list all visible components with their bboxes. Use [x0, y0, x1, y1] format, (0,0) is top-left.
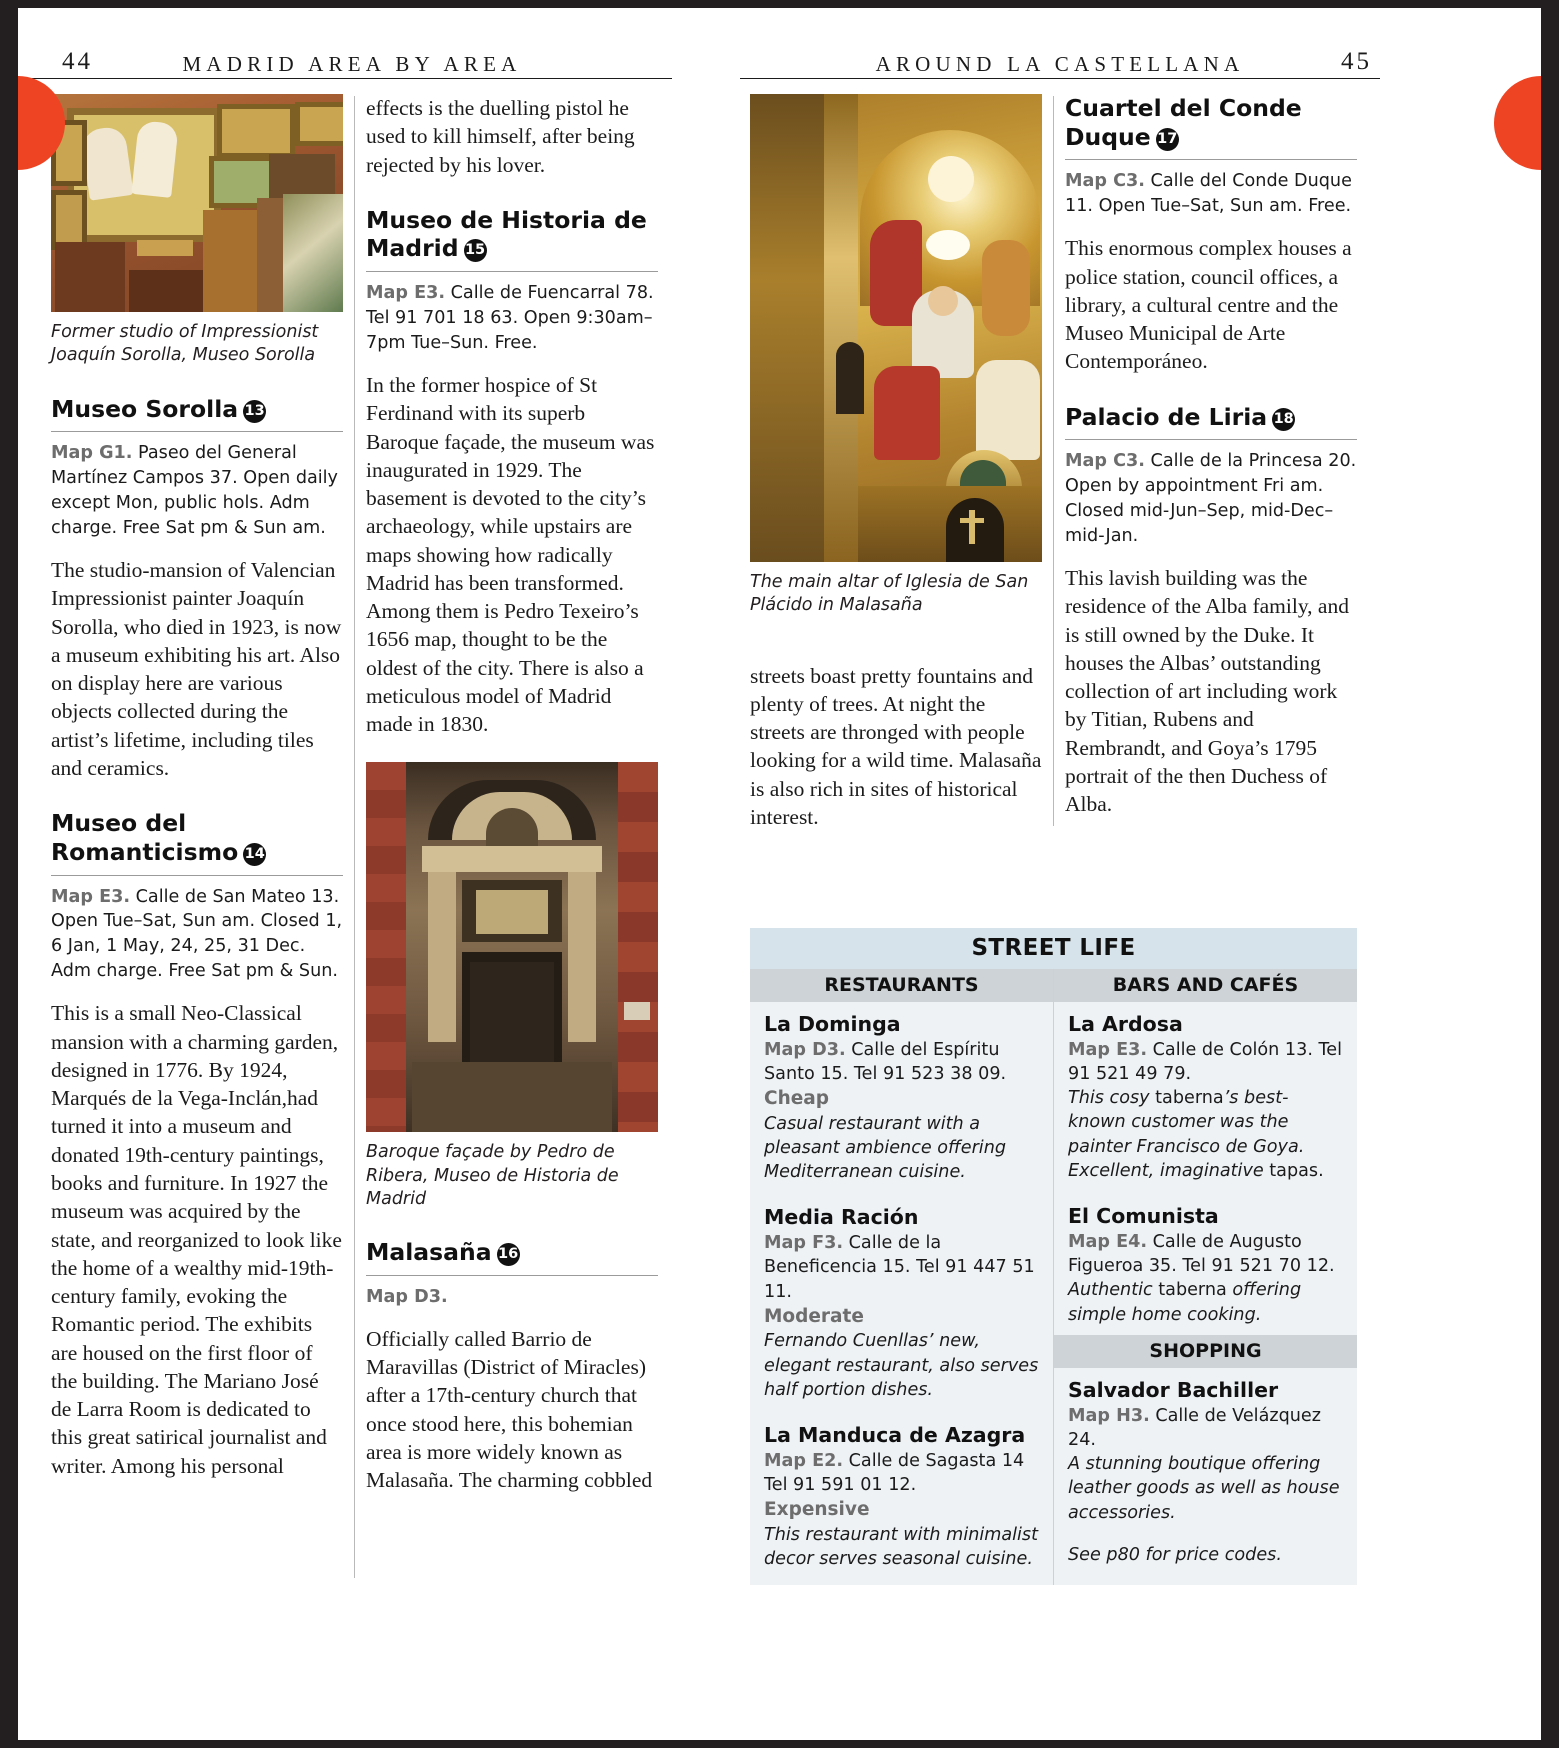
column-2: [366, 94, 658, 1494]
page-number-right: 45: [1341, 48, 1372, 75]
venue-name: Media Ración: [764, 1205, 919, 1230]
map-ref: Map C3.: [1065, 451, 1145, 472]
body-text-palacio-liria: This lavish building was the residence of the Alba family, and is still owned by the Duke. It houses the Albas’ outstanding collection of art including work by Titian, Rubens and Rembrandt, and Goya’s 1795 portrait of the then Duchess of Alba.: [1065, 566, 1349, 817]
body-text-museo-sorolla: The studio-mansion of Valencian Impressionist painter Joaquín Sorolla, who died in 1923, is now a museum exhibiting his art. Also on display here are various objects collected during the artist’s lifetime, including tiles and ceramics.: [51, 558, 342, 780]
column-divider-2: [1053, 96, 1054, 826]
map-ref: Map H3.: [1068, 1405, 1150, 1426]
street-life-panel: [750, 928, 1357, 1585]
section-title-text: Palacio de Liria: [1065, 402, 1268, 431]
section-heading-palacio-liria: [1065, 403, 1357, 432]
section-rule: [366, 1275, 658, 1276]
desc-part-3: Excellent, imaginative: [1068, 1160, 1264, 1181]
subhead-restaurants: RESTAURANTS: [750, 969, 1053, 1002]
desc-upright-1: taberna: [1158, 1280, 1227, 1301]
list-item[interactable]: [764, 1422, 1039, 1571]
sight-marker-13: 13: [243, 400, 266, 423]
practical-info-museo-historia: [366, 281, 658, 356]
practical-info-museo-romanticismo: [51, 885, 343, 985]
body-text-cuartel: This enormous complex houses a police station, council offices, a library, a cultural centre and the Museo Municipal de Arte Contemporáneo.: [1065, 236, 1352, 374]
map-ref: Map D3.: [366, 1286, 448, 1307]
venue-address: Calle de Velázquez 24.: [1068, 1405, 1321, 1450]
running-head-left: [32, 30, 672, 76]
page-tab-right-icon: [1494, 76, 1541, 170]
venue-info: [1068, 1404, 1343, 1453]
map-ref: Map F3.: [764, 1233, 844, 1254]
venue-name: La Ardosa: [1068, 1012, 1183, 1036]
venue-address: Calle de Augusto Figueroa 35. Tel 91 521 70 12.: [1068, 1231, 1335, 1277]
photo-museo-sorolla: [51, 94, 343, 312]
list-item[interactable]: [764, 1011, 1039, 1184]
sight-marker-14: 14: [243, 843, 266, 866]
map-ref: Map E3.: [366, 283, 446, 304]
sight-marker-17: 17: [1156, 128, 1179, 151]
venue-info: [764, 1449, 1039, 1498]
venue-name: El Comunista: [1068, 1204, 1219, 1229]
section-heading-museo-romanticismo: [51, 809, 343, 866]
venue-name: Salvador Bachiller: [1068, 1377, 1279, 1402]
map-ref: Map G1.: [51, 443, 133, 464]
photo-caption-altar: The main altar of Iglesia de San Plácido in Malasaña: [750, 572, 1029, 616]
restaurant-list: [750, 1002, 1053, 1585]
body-text-malasana-continued: streets boast pretty fountains and plenty of trees. At night the streets are thronged with people looking for a wild time. Malasaña is also rich in sites of historical interest.: [750, 663, 1042, 829]
panel-column-bars: [1054, 969, 1357, 1585]
practical-info-cuartel: [1065, 169, 1357, 219]
practical-rest: Calle del Conde Duque 11. Open Tue–Sat, Sun am. Free.: [1065, 171, 1352, 217]
section-title-text: Malasaña: [366, 1238, 492, 1267]
desc-upright-1: taberna: [1155, 1088, 1224, 1109]
photo-caption-baroque-facade: Baroque façade by Pedro de Ribera, Museo de Historia de Madrid: [366, 1142, 619, 1209]
column-divider-1: [354, 96, 355, 1578]
section-title-text: Museo Sorolla: [51, 394, 239, 423]
section-rule: [51, 431, 343, 432]
venue-address: Calle de Sagasta 14 Tel 91 591 01 12.: [764, 1450, 1025, 1496]
subhead-shopping: SHOPPING: [1054, 1335, 1357, 1368]
column-3: [750, 94, 1042, 831]
venue-description: Casual restaurant with a pleasant ambience offering Mediterranean cuisine.: [764, 1113, 1007, 1183]
practical-info-palacio-liria: [1065, 449, 1357, 549]
page-number-left: 44: [62, 48, 93, 75]
running-head-left-title: MADRID AREA BY AREA: [182, 52, 522, 76]
venue-info: [764, 1038, 1039, 1087]
venue-address: Calle del Espíritu Santo 15. Tel 91 523 38 09.: [764, 1039, 1007, 1084]
guidebook-spread: [18, 8, 1541, 1740]
section-title-text: Museo de Historia de Madrid: [366, 205, 647, 263]
map-ref: Map D3.: [764, 1039, 846, 1060]
map-ref: Map E2.: [764, 1450, 844, 1471]
body-text-museo-historia: In the former hospice of St Ferdinand with its superb Baroque façade, the museum was inaugurated in 1929. The basement is devoted to the city’s archaeology, while upstairs are maps showing how radically Madrid has been transformed. Among them is Pedro Texeiro’s 1656 map, thought to be the oldest of the city. There is also a meticulous model of Madrid made in 1830.: [366, 373, 655, 737]
price-category: Expensive: [764, 1499, 870, 1521]
running-head-right: [740, 30, 1380, 76]
price-codes-note: See p80 for price codes.: [1068, 1544, 1282, 1565]
body-text-museo-romanticismo: This is a small Neo-Classical mansion with a charming garden, designed in 1776. By 1924, Marqués de la Vega-Inclán,had turned it into a museum and donated 19th-century paintings, books and furniture. In 1927 the museum was acquired by the state, and reorganized to look like the home of a wealthy mid-19th-century family, evoking the Romantic period. The exhibits are housed on the first floor of the building. The Mariano José de Larra Room is dedicated to this great satirical journalist and writer. Among his personal: [51, 1001, 342, 1478]
venue-name: La Dominga: [764, 1012, 901, 1036]
section-rule: [1065, 159, 1357, 160]
practical-rest: Calle de San Mateo 13. Open Tue–Sat, Sun am. Closed 1, 6 Jan, 1 May, 24, 25, 31 Dec. Adm charge. Free Sat pm & Sun.: [51, 886, 343, 982]
practical-info-museo-sorolla: [51, 441, 343, 541]
photo-caption-sorolla: Former studio of Impressionist Joaquín Sorolla, Museo Sorolla: [51, 322, 319, 366]
practical-rest: Calle de Fuencarral 78. Tel 91 701 18 63. Open 9:30am–7pm Tue–Sun. Free.: [366, 283, 654, 354]
desc-part-1: Authentic: [1068, 1280, 1159, 1301]
price-category: Cheap: [764, 1088, 830, 1110]
map-ref: Map E3.: [51, 886, 131, 907]
desc-part-2: ’s best-known customer was the painter Francisco de Goya.: [1068, 1088, 1305, 1157]
venue-description: [1068, 1278, 1343, 1327]
venue-address: Calle de Colón 13. Tel 91 521 49 79.: [1068, 1039, 1342, 1084]
photo-altar-san-placido: [750, 94, 1042, 562]
panel-column-restaurants: [750, 969, 1054, 1585]
section-title-text: Museo del Romanticismo: [51, 809, 239, 866]
list-item[interactable]: [764, 1204, 1039, 1402]
venue-description: This restaurant with minimalist decor serves seasonal cuisine.: [764, 1524, 1039, 1570]
section-heading-cuartel-conde-duque: [1065, 94, 1357, 151]
header-rule-left: [32, 78, 672, 79]
column-4: [1065, 94, 1357, 819]
venue-name: La Manduca de Azagra: [764, 1423, 1026, 1448]
map-ref: Map E3.: [1068, 1039, 1148, 1060]
section-title-text: Cuartel del Conde Duque: [1065, 94, 1302, 151]
practical-rest: Paseo del General Martínez Campos 37. Open daily except Mon, public hols. Adm charge. Free Sat pm & Sun am.: [51, 443, 338, 539]
desc-part-2: offering simple home cooking.: [1068, 1280, 1302, 1325]
venue-description: [1068, 1086, 1343, 1183]
photo-baroque-facade: [366, 762, 658, 1132]
section-heading-malasana: [366, 1238, 658, 1267]
body-text-continued-larra: effects is the duelling pistol he used to kill himself, after being rejected by his lover.: [366, 96, 635, 177]
practical-rest: Calle de la Princesa 20. Open by appointment Fri am. Closed mid-Jun–Sep, mid-Dec–mid-Jan.: [1065, 451, 1357, 547]
list-item[interactable]: [1068, 1011, 1343, 1183]
list-item[interactable]: [1068, 1377, 1343, 1525]
section-rule: [366, 271, 658, 272]
venue-address: Calle de la Beneficencia 15. Tel 91 447 51 11.: [764, 1233, 1035, 1302]
venue-description: A stunning boutique offering leather goods as well as house accessories.: [1068, 1454, 1340, 1523]
price-category: Moderate: [764, 1305, 864, 1327]
section-heading-museo-sorolla: [51, 395, 343, 424]
desc-upright-2: tapas.: [1263, 1160, 1324, 1181]
venue-info: [1068, 1230, 1343, 1279]
section-rule: [51, 875, 343, 876]
shopping-list: [1054, 1368, 1357, 1579]
venue-info: [764, 1231, 1039, 1304]
subhead-bars-cafes: BARS AND CAFÉS: [1054, 969, 1357, 1002]
venue-info: [1068, 1038, 1343, 1087]
header-rule-right: [740, 78, 1380, 79]
map-ref: Map C3.: [1065, 171, 1145, 192]
venue-description: Fernando Cuenllas’ new, elegant restaurant, also serves half portion dishes.: [764, 1331, 1039, 1400]
sight-marker-15: 15: [464, 239, 487, 262]
sight-marker-18: 18: [1272, 408, 1295, 431]
bars-list: [1054, 1002, 1357, 1335]
practical-info-malasana: [366, 1285, 658, 1310]
column-1: [51, 94, 343, 1480]
body-text-malasana: Officially called Barrio de Maravillas (District of Miracles) after a 17th-century church that once stood here, this bohemian area is more widely known as Malasaña. The charming cobbled: [366, 1326, 653, 1493]
sight-marker-16: 16: [497, 1243, 520, 1266]
map-ref: Map E4.: [1068, 1231, 1148, 1252]
panel-title: STREET LIFE: [750, 928, 1357, 969]
desc-part-1: This cosy: [1068, 1088, 1156, 1109]
running-head-right-title: AROUND LA CASTELLANA: [875, 52, 1245, 76]
section-heading-museo-historia: [366, 206, 658, 263]
list-item[interactable]: [1068, 1203, 1343, 1327]
section-rule: [1065, 439, 1357, 440]
